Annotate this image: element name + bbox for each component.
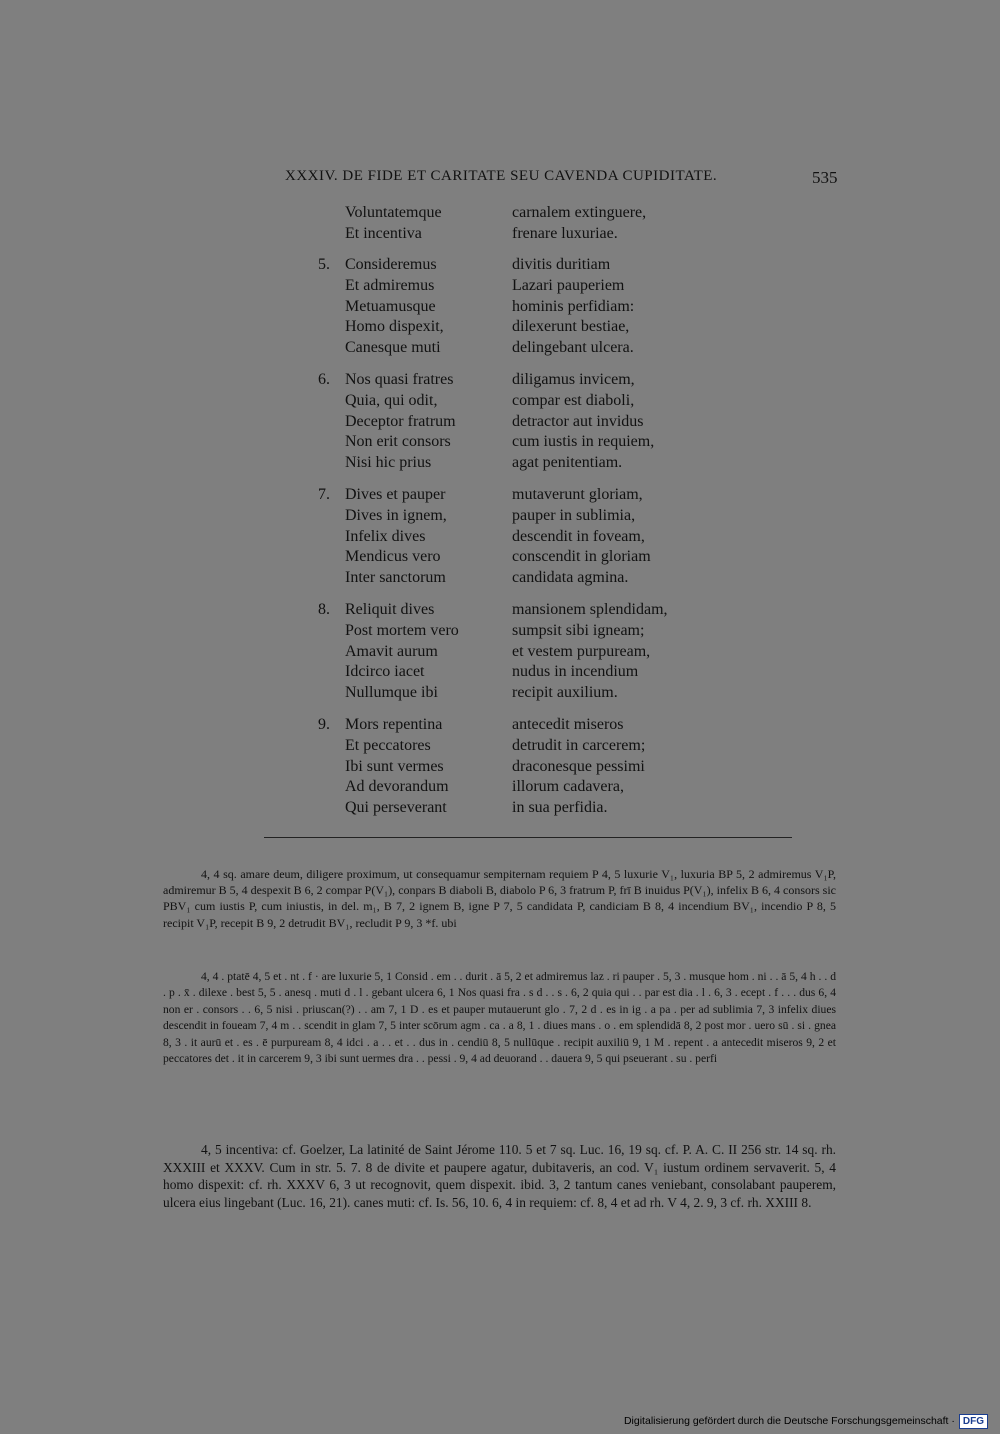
verse-second-half: candidata agmina. bbox=[512, 569, 629, 587]
verse-line bbox=[0, 777, 1000, 798]
footer-text: Digitalisierung gefördert durch die Deutsche Forschungsgemeinschaft · bbox=[623, 1415, 955, 1427]
verse-line bbox=[0, 662, 1000, 683]
verse-second-half: in sua perfidia. bbox=[512, 799, 608, 817]
stanza bbox=[0, 370, 1000, 474]
verse-first-half: Ibi sunt vermes bbox=[345, 757, 444, 775]
commentary-text: 4, 5 incentiva: cf. Goelzer, La latinité de Saint Jérome 110. 5 et 7 sq. Luc. 16, 19 sq. cf. P. A. C. II 256 str. 14 sq. rh. XXXIII et XXXV. Cum in str. 5. 7. 8 de divite et paupere agatur, dubitaveris, an cod. V₁ iustum ordinem servaverit. 5, 4 homo dispexit: cf. rh. XXXV 6, 3 ut recognovit, quem dispexit. ibid. 3, 2 tantum canes veniebant, consolabant pauperem, ulcera eius lingebant (Luc. 16, 21). canes muti: cf. Is. 56, 10. 6, 4 in requiem: cf. 8, 4 et ad rh. V 4, 2. 9, 3 cf. rh. XXIII 8. bbox=[163, 1142, 836, 1210]
verse-second-half: descendit in foveam, bbox=[512, 527, 645, 545]
verse-first-half: Non erit consors bbox=[345, 433, 451, 451]
verse-line bbox=[0, 370, 1000, 391]
verse-first-half: Deceptor fratrum bbox=[345, 412, 456, 430]
verse-line bbox=[0, 715, 1000, 736]
verse-first-half: Reliquit dives bbox=[345, 601, 435, 618]
verse-first-half: Quia, qui odit, bbox=[345, 391, 438, 409]
verse-line bbox=[0, 642, 1000, 663]
verse-first-half: Voluntatemque bbox=[345, 204, 442, 221]
verse-line bbox=[0, 338, 1000, 359]
verse-line bbox=[0, 453, 1000, 474]
verse-line bbox=[0, 432, 1000, 453]
divider-rule bbox=[264, 837, 792, 838]
stanza bbox=[0, 255, 1000, 359]
verse-first-half: Dives et pauper bbox=[345, 486, 446, 503]
verse-first-half: Homo dispexit, bbox=[345, 318, 444, 336]
verse-second-half: illorum cadavera, bbox=[512, 778, 624, 796]
verse-line bbox=[0, 683, 1000, 704]
critical-apparatus-text: 4, 4 sq. amare deum, diligere proximum, ut consequamur sempiternam requiem P 4, 5 luxurie V₁, luxuria BP 5, 2 admiremus V₁P, admiremur B 5, 4 despexit B 6, 2 compar P(V₁), conpars B diaboli B, diabolo P 6, 3 fratrum P, frī B inuidus P(V₁), infelix B 6, 4 consors sic PBV₁ cum iustis P, cum iniustis, in del. m₁, B 7, 2 ignem B, igne P 7, 5 candidata P, candiciam B 8, 4 incendium BV₁, incendio P 8, 5 recipit V₁P, recepit B 9, 2 detrudit BV₁, recludit P 9, 3 *f. ubi bbox=[163, 867, 836, 930]
verse-first-half: Et incentiva bbox=[345, 224, 422, 242]
verse-line bbox=[0, 568, 1000, 589]
critical-apparatus bbox=[163, 866, 836, 931]
verse-second-half: hominis perfidiam: bbox=[512, 297, 635, 315]
verse-second-half: pauper in sublimia, bbox=[512, 506, 636, 524]
verse-second-half: sumpsit sibi igneam; bbox=[512, 621, 645, 639]
verse-first-half: Canesque muti bbox=[345, 339, 441, 357]
verse-line bbox=[0, 317, 1000, 338]
verse-second-half: detractor aut invidus bbox=[512, 412, 644, 430]
commentary-notes bbox=[163, 1141, 836, 1211]
verse-second-half: conscendit in gloriam bbox=[512, 548, 651, 566]
verse-line bbox=[0, 203, 1000, 224]
verse-second-half: draconesque pessimi bbox=[512, 757, 645, 775]
verse-line bbox=[0, 527, 1000, 548]
verse-first-half: Ad devorandum bbox=[345, 778, 449, 796]
verse-line bbox=[0, 391, 1000, 412]
verse-line bbox=[0, 547, 1000, 568]
verse-second-half: detrudit in carcerem; bbox=[512, 736, 646, 754]
verse-first-half: Metuamusque bbox=[345, 297, 436, 315]
verse-line bbox=[0, 412, 1000, 433]
verse-second-half: nudus in incendium bbox=[512, 663, 639, 681]
verse-first-half: Post mortem vero bbox=[345, 621, 459, 639]
verse-line bbox=[0, 621, 1000, 642]
verse-second-half: agat penitentiam. bbox=[512, 454, 623, 472]
verse-second-half: mutaverunt gloriam, bbox=[512, 486, 643, 503]
stanza-number: 9. bbox=[318, 716, 330, 733]
page-title: XXXIV. DE FIDE ET CARITATE SEU CAVENDA CUPIDITATE. bbox=[285, 168, 718, 184]
verse-first-half: Nullumque ibi bbox=[345, 684, 438, 702]
stanza-number: 8. bbox=[318, 601, 330, 618]
verse-second-half: et vestem purpuream, bbox=[512, 642, 651, 660]
verse-line bbox=[0, 798, 1000, 819]
dfg-logo: DFG bbox=[959, 1414, 988, 1429]
neume-apparatus-text: 4, 4 . ptatē 4, 5 et . nt . f · are luxurie 5, 1 Consid . em . . durit . ā 5, 2 et admiremus laz . ri pauper . 5, 3 . musque hom . ni . . ā 5, 4 h . . d . p . x̄ . dilexe . best 5, 5 . anesq . muti d . l . gebant ulcera 6, 1 Nos quasi fra . s d . . s . 6, 2 quia qui . . par est dia . l . 6, 3 . ecept . f . . . dus 6, 4 non er . consors . . 6, 5 nisi . priuscan(?) . . am 7, 1 D . es et pauper mutauerunt glo . 7, 2 d . es in ig . a pa . per ad sublimia 7, 3 infelix diues descendit in foueam 7, 4 m . . scendit in glam 7, 5 inter scōrum agm . ca . a 8, 1 . diues mans . o . em splendidā 8, 2 post mor . uero sū . si . gnea 8, 3 . it aurū et . es . ē purpuream 8, 4 idci . a . . et . . dus in . cendiū 8, 5 nullūque . recipit auxiliū 9, 1 M . repent . a antecedit miseros 9, 2 et peccatores det . it in carcerem 9, 3 ibi sunt uermes dra . . pessi . 9, 4 ad deuorand . . dauera 9, 5 qui pseuerant . su . perfi bbox=[163, 970, 836, 1066]
verse-first-half: Consideremus bbox=[345, 256, 437, 273]
verse-line bbox=[0, 506, 1000, 527]
verse-first-half: Mors repentina bbox=[345, 716, 443, 733]
verse-second-half: diligamus invicem, bbox=[512, 371, 635, 388]
verse-second-half: frenare luxuriae. bbox=[512, 224, 618, 242]
verse-second-half: compar est diaboli, bbox=[512, 391, 635, 409]
verse-line bbox=[0, 736, 1000, 757]
verse-second-half: carnalem extinguere, bbox=[512, 204, 647, 221]
neume-apparatus bbox=[163, 969, 836, 1067]
verse-first-half: Et admiremus bbox=[345, 276, 435, 294]
verse-line bbox=[0, 276, 1000, 297]
verse-second-half: divitis duritiam bbox=[512, 256, 611, 273]
verse-first-half: Nos quasi fratres bbox=[345, 371, 454, 388]
footer-credit bbox=[624, 1412, 988, 1430]
stanza-number: 5. bbox=[318, 256, 330, 273]
running-header bbox=[0, 168, 1000, 188]
verse-line bbox=[0, 485, 1000, 506]
verse-second-half: cum iustis in requiem, bbox=[512, 433, 655, 451]
stanza-number: 6. bbox=[318, 371, 330, 388]
verse-first-half: Et peccatores bbox=[345, 736, 431, 754]
verse-first-half: Idcirco iacet bbox=[345, 663, 425, 681]
stanza bbox=[0, 715, 1000, 819]
verse-first-half: Inter sanctorum bbox=[345, 569, 446, 587]
verse-second-half: recipit auxilium. bbox=[512, 684, 618, 702]
verse-second-half: delingebant ulcera. bbox=[512, 339, 634, 357]
verse-second-half: dilexerunt bestiae, bbox=[512, 318, 630, 336]
verse-second-half: antecedit miseros bbox=[512, 716, 624, 733]
page-number: 535 bbox=[812, 168, 838, 187]
verse-line bbox=[0, 757, 1000, 778]
stanza bbox=[0, 203, 1000, 245]
stanza bbox=[0, 485, 1000, 589]
verse-second-half: mansionem splendidam, bbox=[512, 601, 668, 618]
stanza-number: 7. bbox=[318, 486, 330, 503]
verse-first-half: Nisi hic prius bbox=[345, 454, 432, 472]
verse-first-half: Mendicus vero bbox=[345, 548, 441, 566]
verse-line bbox=[0, 224, 1000, 245]
verse-line bbox=[0, 297, 1000, 318]
verse-first-half: Dives in ignem, bbox=[345, 506, 447, 524]
stanza bbox=[0, 600, 1000, 704]
verse-first-half: Amavit aurum bbox=[345, 642, 438, 660]
verse-line bbox=[0, 600, 1000, 621]
verse-first-half: Infelix dives bbox=[345, 527, 426, 545]
verse-second-half: Lazari pauperiem bbox=[512, 276, 625, 294]
verse-first-half: Qui perseverant bbox=[345, 799, 447, 817]
verse-line bbox=[0, 255, 1000, 276]
